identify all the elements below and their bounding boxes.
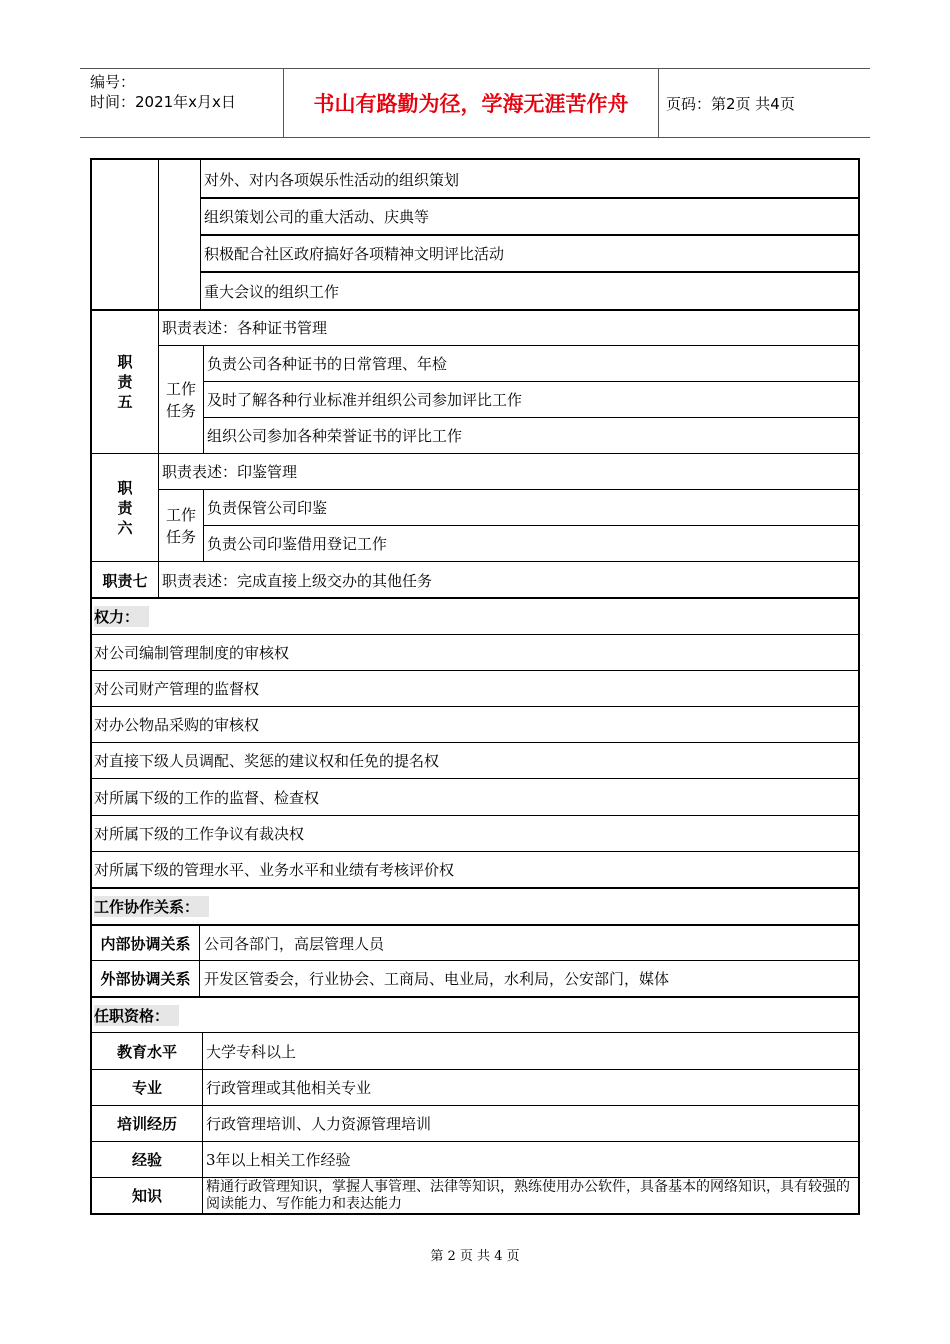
- qualification-label: 培训经历: [116, 1115, 177, 1133]
- power-item: 对所属下级的工作的监督、检查权: [94, 788, 320, 807]
- relation-value: 公司各部门，高层管理人员: [204, 934, 385, 953]
- duty6-statement: 职责表述：印鉴管理: [162, 463, 298, 481]
- power-item: 对公司财产管理的监督权: [94, 680, 260, 698]
- header-motto: 书山有路勤为径，学海无涯苦作舟: [313, 92, 629, 116]
- power-item: 对直接下级人员调配、奖惩的建议权和任免的提名权: [94, 752, 440, 770]
- qualification-value: 大学专科以上: [206, 1042, 297, 1061]
- qualification-label: 知识: [131, 1187, 162, 1205]
- duty5-task-label: 工作 任务: [165, 379, 196, 420]
- header-page-number: 页码：第2页 共4页: [666, 94, 795, 113]
- task-item: 负责保管公司印鉴: [207, 499, 328, 517]
- header-divider: [658, 69, 659, 137]
- task-item: 及时了解各种行业标准并组织公司参加评比工作: [207, 391, 523, 409]
- relation-label: 外部协调关系: [100, 970, 191, 988]
- task-item: 对外、对内各项娱乐性活动的组织策划: [204, 170, 460, 189]
- power-item: 对办公物品采购的审核权: [94, 716, 260, 734]
- grid-line: [158, 160, 159, 310]
- qualification-label: 经验: [131, 1151, 162, 1169]
- duty6-task-label: 工作 任务: [165, 505, 196, 546]
- page-footer: 第 2 页 共 4 页: [430, 1249, 520, 1264]
- duty5-label: 职 责 五: [117, 353, 133, 411]
- relation-label: 内部协调关系: [100, 934, 191, 953]
- qualification-value: 行政管理或其他相关专业: [206, 1079, 372, 1097]
- powers-title: 权力：: [92, 599, 858, 634]
- header-meta: [90, 72, 285, 112]
- qualification-value: 精通行政管理知识，掌握人事管理、法律等知识，熟练使用办公软件，具备基本的网络知识，具有较强的阅读能力、写作能力和表达能力: [206, 1178, 850, 1212]
- job-description-table: [90, 158, 860, 1215]
- duty7-statement: 职责表述：完成直接上级交办的其他任务: [162, 571, 433, 590]
- relations-title: 工作协作关系：: [92, 889, 858, 924]
- qualification-value: 行政管理培训、人力资源管理培训: [206, 1115, 432, 1133]
- code-label: 编号：: [90, 73, 136, 91]
- page-header: [80, 68, 870, 138]
- power-item: 对所属下级的管理水平、业务水平和业绩有考核评价权: [94, 861, 455, 879]
- duty5-statement: 职责表述：各种证书管理: [162, 319, 328, 337]
- task-item: 负责公司印鉴借用登记工作: [207, 535, 388, 553]
- power-item: 对所属下级的工作争议有裁决权: [94, 825, 305, 843]
- task-item: 组织公司参加各种荣誉证书的评比工作: [207, 427, 463, 445]
- qualification-label: 专业: [131, 1079, 162, 1097]
- time-label: 时间：2021年x月x日: [90, 93, 236, 111]
- qualification-value: 3年以上相关工作经验: [206, 1151, 351, 1169]
- qualifications-title: 任职资格：: [92, 998, 858, 1032]
- task-item: 积极配合社区政府搞好各项精神文明评比活动: [204, 245, 505, 263]
- duty7-label: 职责七: [102, 571, 148, 590]
- task-item: 负责公司各种证书的日常管理、年检: [207, 355, 448, 373]
- duty6-label: 职 责 六: [117, 478, 133, 537]
- power-item: 对公司编制管理制度的审核权: [94, 644, 290, 662]
- qualification-label: 教育水平: [116, 1042, 177, 1061]
- task-item: 组织策划公司的重大活动、庆典等: [204, 208, 430, 226]
- task-item: 重大会议的组织工作: [204, 282, 340, 301]
- relation-value: 开发区管委会，行业协会、工商局、电业局，水利局，公安部门，媒体: [204, 970, 670, 988]
